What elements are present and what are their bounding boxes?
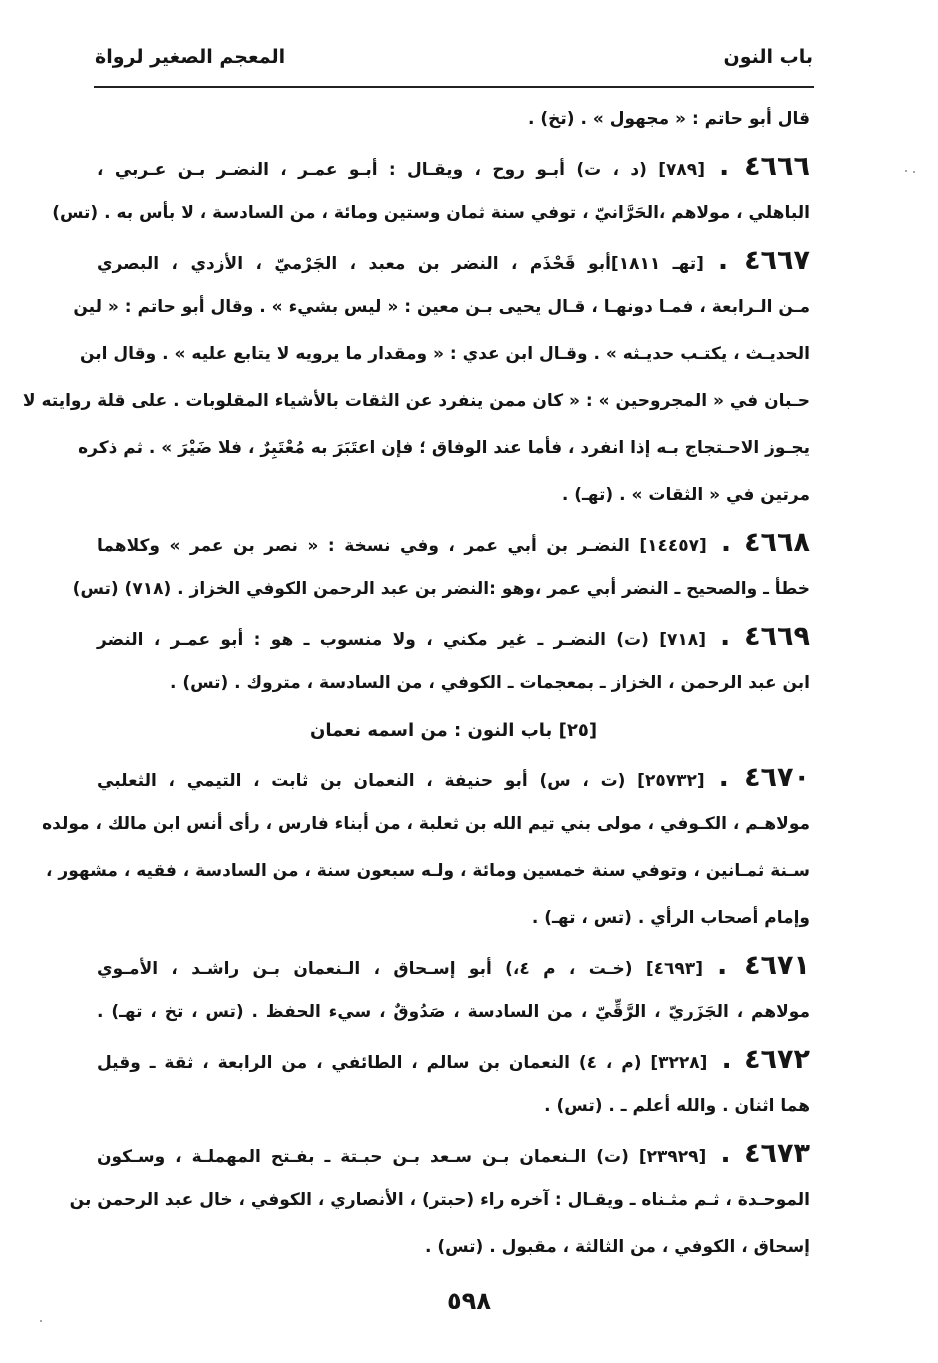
entry-number: ٤٦٦٩ .	[719, 621, 810, 652]
text-line	[97, 989, 810, 1036]
text-line	[97, 96, 810, 143]
line-text: الموحـدة ، ثـم مثـناه ـ ويقـال : آخره راء (حبتر) ، الأنصاري ، الكوفي ، خال عبد الرحمن بن	[69, 1190, 810, 1210]
entry-number: ٤٦٦٧ .	[717, 245, 810, 276]
line-text: مرتين في « الثقات » . (تهـ) .	[561, 485, 810, 505]
line-text: مولاهم ، الجَزَريّ ، الرَّقِّيّ ، من السادسة ، صَدُوقٌ ، سيء الحفظ . (تس ، تخ ، تهـ) .	[97, 1002, 810, 1022]
scan-speck	[40, 1320, 42, 1322]
line-text: يجـوز الاحـتجاج بـه إذا انفرد ، فأما عند الوفاق ؛ فإن اعتَبَرَ به مُعْتَبِرٌ ، فلا ضَيْرَ » . ثم ذكره	[78, 438, 810, 458]
line-text: سـنة ثمـانين ، وتوفي سنة خمسين ومائة ، ولـه سبعون سنة ، من السادسة ، فقيه ، مشهور ،	[46, 861, 810, 881]
entry-first-line	[97, 1130, 810, 1177]
entry-first-line	[97, 754, 810, 801]
page-number: ٥٩٨	[447, 1287, 491, 1315]
scan-speck	[913, 171, 915, 173]
line-text: [٧٨٩] (د ، ت) أبـو روح ، ويقـال : أبـو عمـر ، النضـر بـن عـربي ،	[97, 160, 705, 180]
text-line	[97, 472, 810, 519]
text-line	[97, 1224, 810, 1271]
entry-number: ٤٦٧٠ .	[718, 762, 810, 793]
line-text: وإمام أصحاب الرأي . (تس ، تهـ) .	[531, 908, 810, 928]
entry-first-line	[97, 613, 810, 660]
text-line	[46, 848, 810, 895]
line-text: الحديـث ، يكتـب حديـثه » . وقـال ابن عدي : « ومقدار ما يرويه لا يتابع عليه » . وقال ابن	[79, 344, 810, 364]
line-text: [٢٥] باب النون : من اسمه نعمان	[309, 720, 598, 741]
line-text: خطأ ـ والصحيح ـ النضر أبي عمر ،وهو :النضر بن عبد الرحمن الكوفي الخزاز . (٧١٨) (تس)	[72, 579, 810, 599]
text-line	[42, 801, 810, 848]
entry-first-line	[97, 942, 810, 989]
header-book-title: المعجم الصغير لرواة	[95, 46, 286, 68]
entry-first-line	[97, 237, 810, 284]
entry-first-line	[97, 143, 810, 190]
entry-number: ٤٦٧٣ .	[720, 1138, 810, 1169]
entry-first-line	[97, 519, 810, 566]
running-header	[95, 34, 813, 80]
line-text: الباهلي ، مولاهم ،الحَرَّانيّ ، توفي سنة ثمان وستين ومائة ، من السادسة ، لا بأس به . (تس)	[52, 203, 810, 223]
line-text: [٧١٨] (ت) النضـر ـ غير مكني ، ولا منسوب ـ هو : أبو عمـر ، النضر	[97, 630, 706, 650]
entry-number: ٤٦٦٦ .	[718, 151, 810, 182]
body-text	[22, 96, 810, 1271]
text-line	[72, 566, 810, 613]
line-text: [٤٦٩٣] (خـت ، م ٤،) أبو إسـحاق ، الـنعمان بـن راشـد ، الأمـوي	[97, 959, 703, 979]
header-chapter-title: باب النون	[723, 46, 813, 68]
text-line	[22, 378, 810, 425]
text-line	[52, 190, 810, 237]
line-text: [٢٥٧٣٢] (ت ، س) أبو حنيفة ، النعمان بن ثابت ، التيمي ، الثعلبي	[97, 771, 705, 791]
line-text: حـبان في « المجروحين » : « كان ممن ينفرد عن الثقات بالأشياء المقلوبات . على قلة روايته لا	[22, 391, 810, 411]
line-text: هما اثنان . والله أعلم ـ . (تس) .	[544, 1096, 810, 1116]
text-line	[97, 660, 810, 707]
section-heading	[97, 707, 810, 754]
text-line	[73, 284, 810, 331]
text-line	[69, 1177, 810, 1224]
text-line	[97, 1083, 810, 1130]
line-text: مولاهـم ، الكـوفي ، مولى بني تيم الله بن ثعلبة ، من أبناء فارس ، رأى أنس ابن مالك ، مولده	[42, 814, 810, 834]
line-text: [تهـ ١٨١١]أبو قَحْذَم ، النضر بن معبد ، الجَرْميّ ، الأزدي ، البصري	[97, 254, 704, 274]
entry-number: ٤٦٧٢ .	[721, 1044, 810, 1075]
text-line	[79, 331, 810, 378]
line-text: قال أبو حاتم : « مجهول » . (تخ) .	[527, 109, 810, 129]
entry-number: ٤٦٧١ .	[716, 950, 810, 981]
header-rule	[94, 86, 814, 88]
line-text: ابن عبد الرحمن ، الخزاز ـ بمعجمات ـ الكوفي ، من السادسة ، متروك . (تس) .	[169, 673, 810, 693]
text-line	[78, 425, 810, 472]
scan-speck	[905, 170, 907, 172]
line-text: [١٤٤٥٧] النضـر بن أبي عمر ، وفي نسخة : « نصر بن عمر » وكلاهما	[97, 536, 707, 556]
entry-first-line	[97, 1036, 810, 1083]
line-text: [٢٣٩٢٩] (ت) الـنعمان بـن سـعد بـن حبـتة ـ بفـتح المهملـة ، وسـكون	[97, 1147, 707, 1167]
line-text: [٣٢٢٨] (م ، ٤) النعمان بن سالم ، الطائفي ، من الرابعة ، ثقة ـ وقيل	[97, 1053, 708, 1073]
text-line	[97, 895, 810, 942]
entry-number: ٤٦٦٨ .	[720, 527, 810, 558]
line-text: إسحاق ، الكوفي ، من الثالثة ، مقبول . (تس) .	[425, 1237, 810, 1257]
line-text: مـن الـرابعة ، فمـا دونهـا ، قـال يحيى بـن معين : « ليس بشيء » . وقال أبو حاتم : « لين	[73, 297, 810, 317]
